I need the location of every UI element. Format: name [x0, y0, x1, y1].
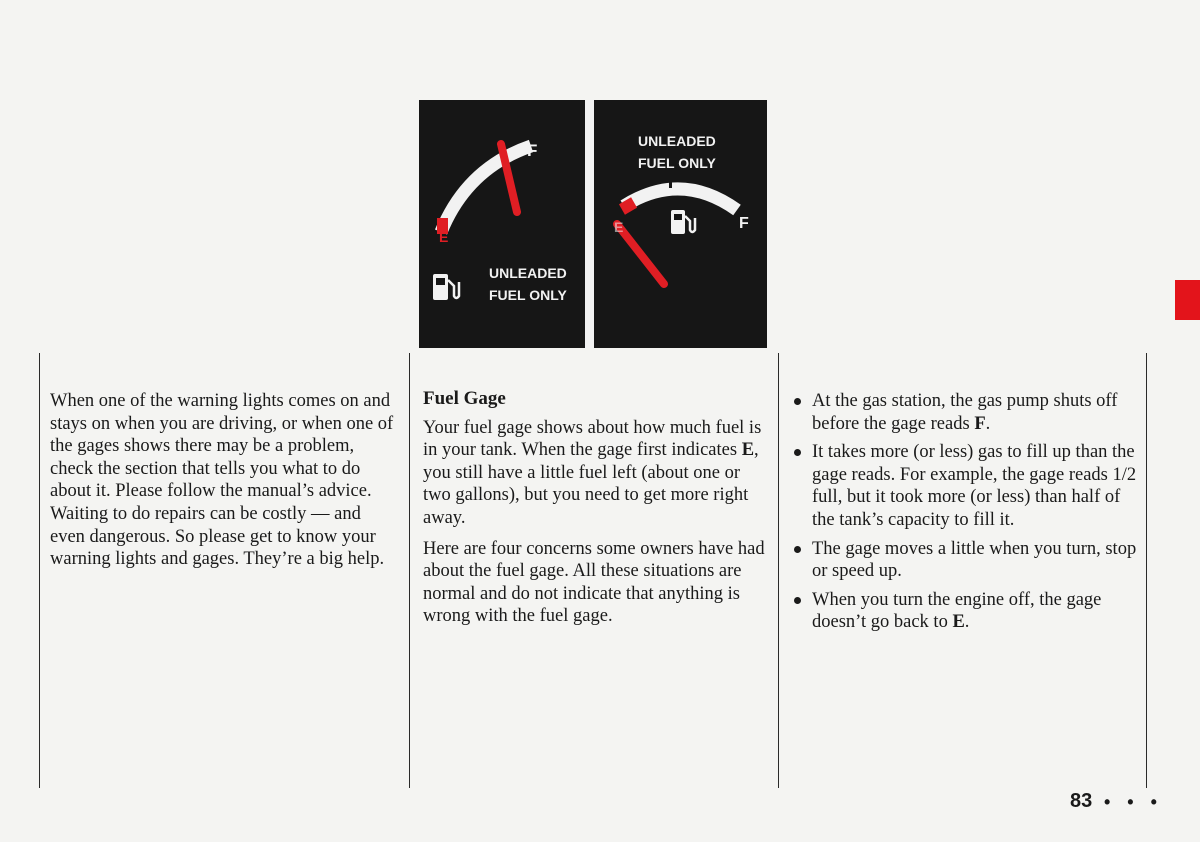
list-item — [790, 538, 1140, 583]
right-legend-line2: FUEL ONLY — [638, 155, 716, 171]
right-gauge-arc — [624, 189, 737, 210]
fuel-gage-concerns-paragraph: Here are four concerns some owners have had about the fuel gage. All these situations are normal and do not indicate that anything is wrong with the fuel gage. — [423, 538, 765, 627]
right-legend-line1: UNLEADED — [638, 133, 716, 149]
intro-text-end: , you still have a little fuel left (about one or two gallons), but you need to get more right away. — [423, 440, 759, 528]
fuel-pump-icon — [671, 210, 695, 234]
left-gauge-arc — [441, 146, 531, 232]
bullet-text: At the gas station, the gas pump shuts off before the gage reads — [812, 391, 1118, 434]
list-item — [790, 441, 1140, 531]
column-warning-lights — [50, 390, 398, 579]
fuel-gage-intro-paragraph — [423, 417, 771, 530]
column-rule-middle-1 — [409, 353, 410, 788]
column-rule-left — [39, 353, 40, 788]
intro-text-start: Your fuel gage shows about how much fuel is in your tank. When the gage first indicates — [423, 417, 762, 461]
right-gauge-full-label: F — [739, 215, 749, 232]
warning-lights-paragraph: When one of the warning lights comes on and stays on when you are driving, or when one of the gages shows there may be a problem, check the section that tells you what to do about it. Please follow the manual’s advice. Waiting to do repairs can be costly — and even dangerous. So please get to know your warning lights and gages. They’re a big help. — [50, 391, 394, 570]
left-legend-line1: UNLEADED — [489, 265, 567, 281]
bullet-text-end: . — [964, 612, 970, 633]
fuel-gage-illustration — [419, 100, 767, 348]
right-gauge-needle — [617, 224, 664, 284]
concerns-bullet-list — [790, 390, 1140, 634]
right-gauge-empty-label: E — [614, 219, 624, 235]
list-item — [790, 390, 1140, 435]
right-gauge-half-tick — [669, 172, 672, 188]
fuel-pump-icon — [433, 274, 459, 300]
left-gauge-full-label: F — [527, 141, 538, 160]
bullet-text-end: . — [985, 413, 991, 434]
bullet-bold-e: E — [952, 612, 965, 633]
list-item — [790, 589, 1140, 634]
left-legend-line2: FUEL ONLY — [489, 287, 567, 303]
left-gauge-empty-label: E — [439, 229, 449, 245]
bullet-bold-f: F — [974, 413, 986, 434]
column-concerns-list — [790, 390, 1140, 640]
section-heading: Fuel Gage — [423, 388, 506, 409]
intro-bold-e: E — [741, 440, 755, 461]
section-tab-marker — [1175, 280, 1200, 320]
page-number-dots: • • • — [1104, 792, 1163, 812]
column-fuel-gage — [423, 388, 771, 636]
page-number: 83 — [1070, 790, 1093, 812]
bullet-text: It takes more (or less) gas to fill up than the gage reads. For example, the gage reads 1/2 full, but it took more (or less) than half of the tank’s capacity to fill it. — [812, 442, 1137, 530]
bullet-text: When you turn the engine off, the gage doesn’t go back to — [812, 589, 1102, 633]
bullet-text: The gage moves a little when you turn, stop or speed up. — [812, 538, 1137, 582]
column-rule-right — [1146, 353, 1147, 788]
column-rule-middle-2 — [778, 353, 779, 788]
gauge-divider — [585, 100, 594, 348]
